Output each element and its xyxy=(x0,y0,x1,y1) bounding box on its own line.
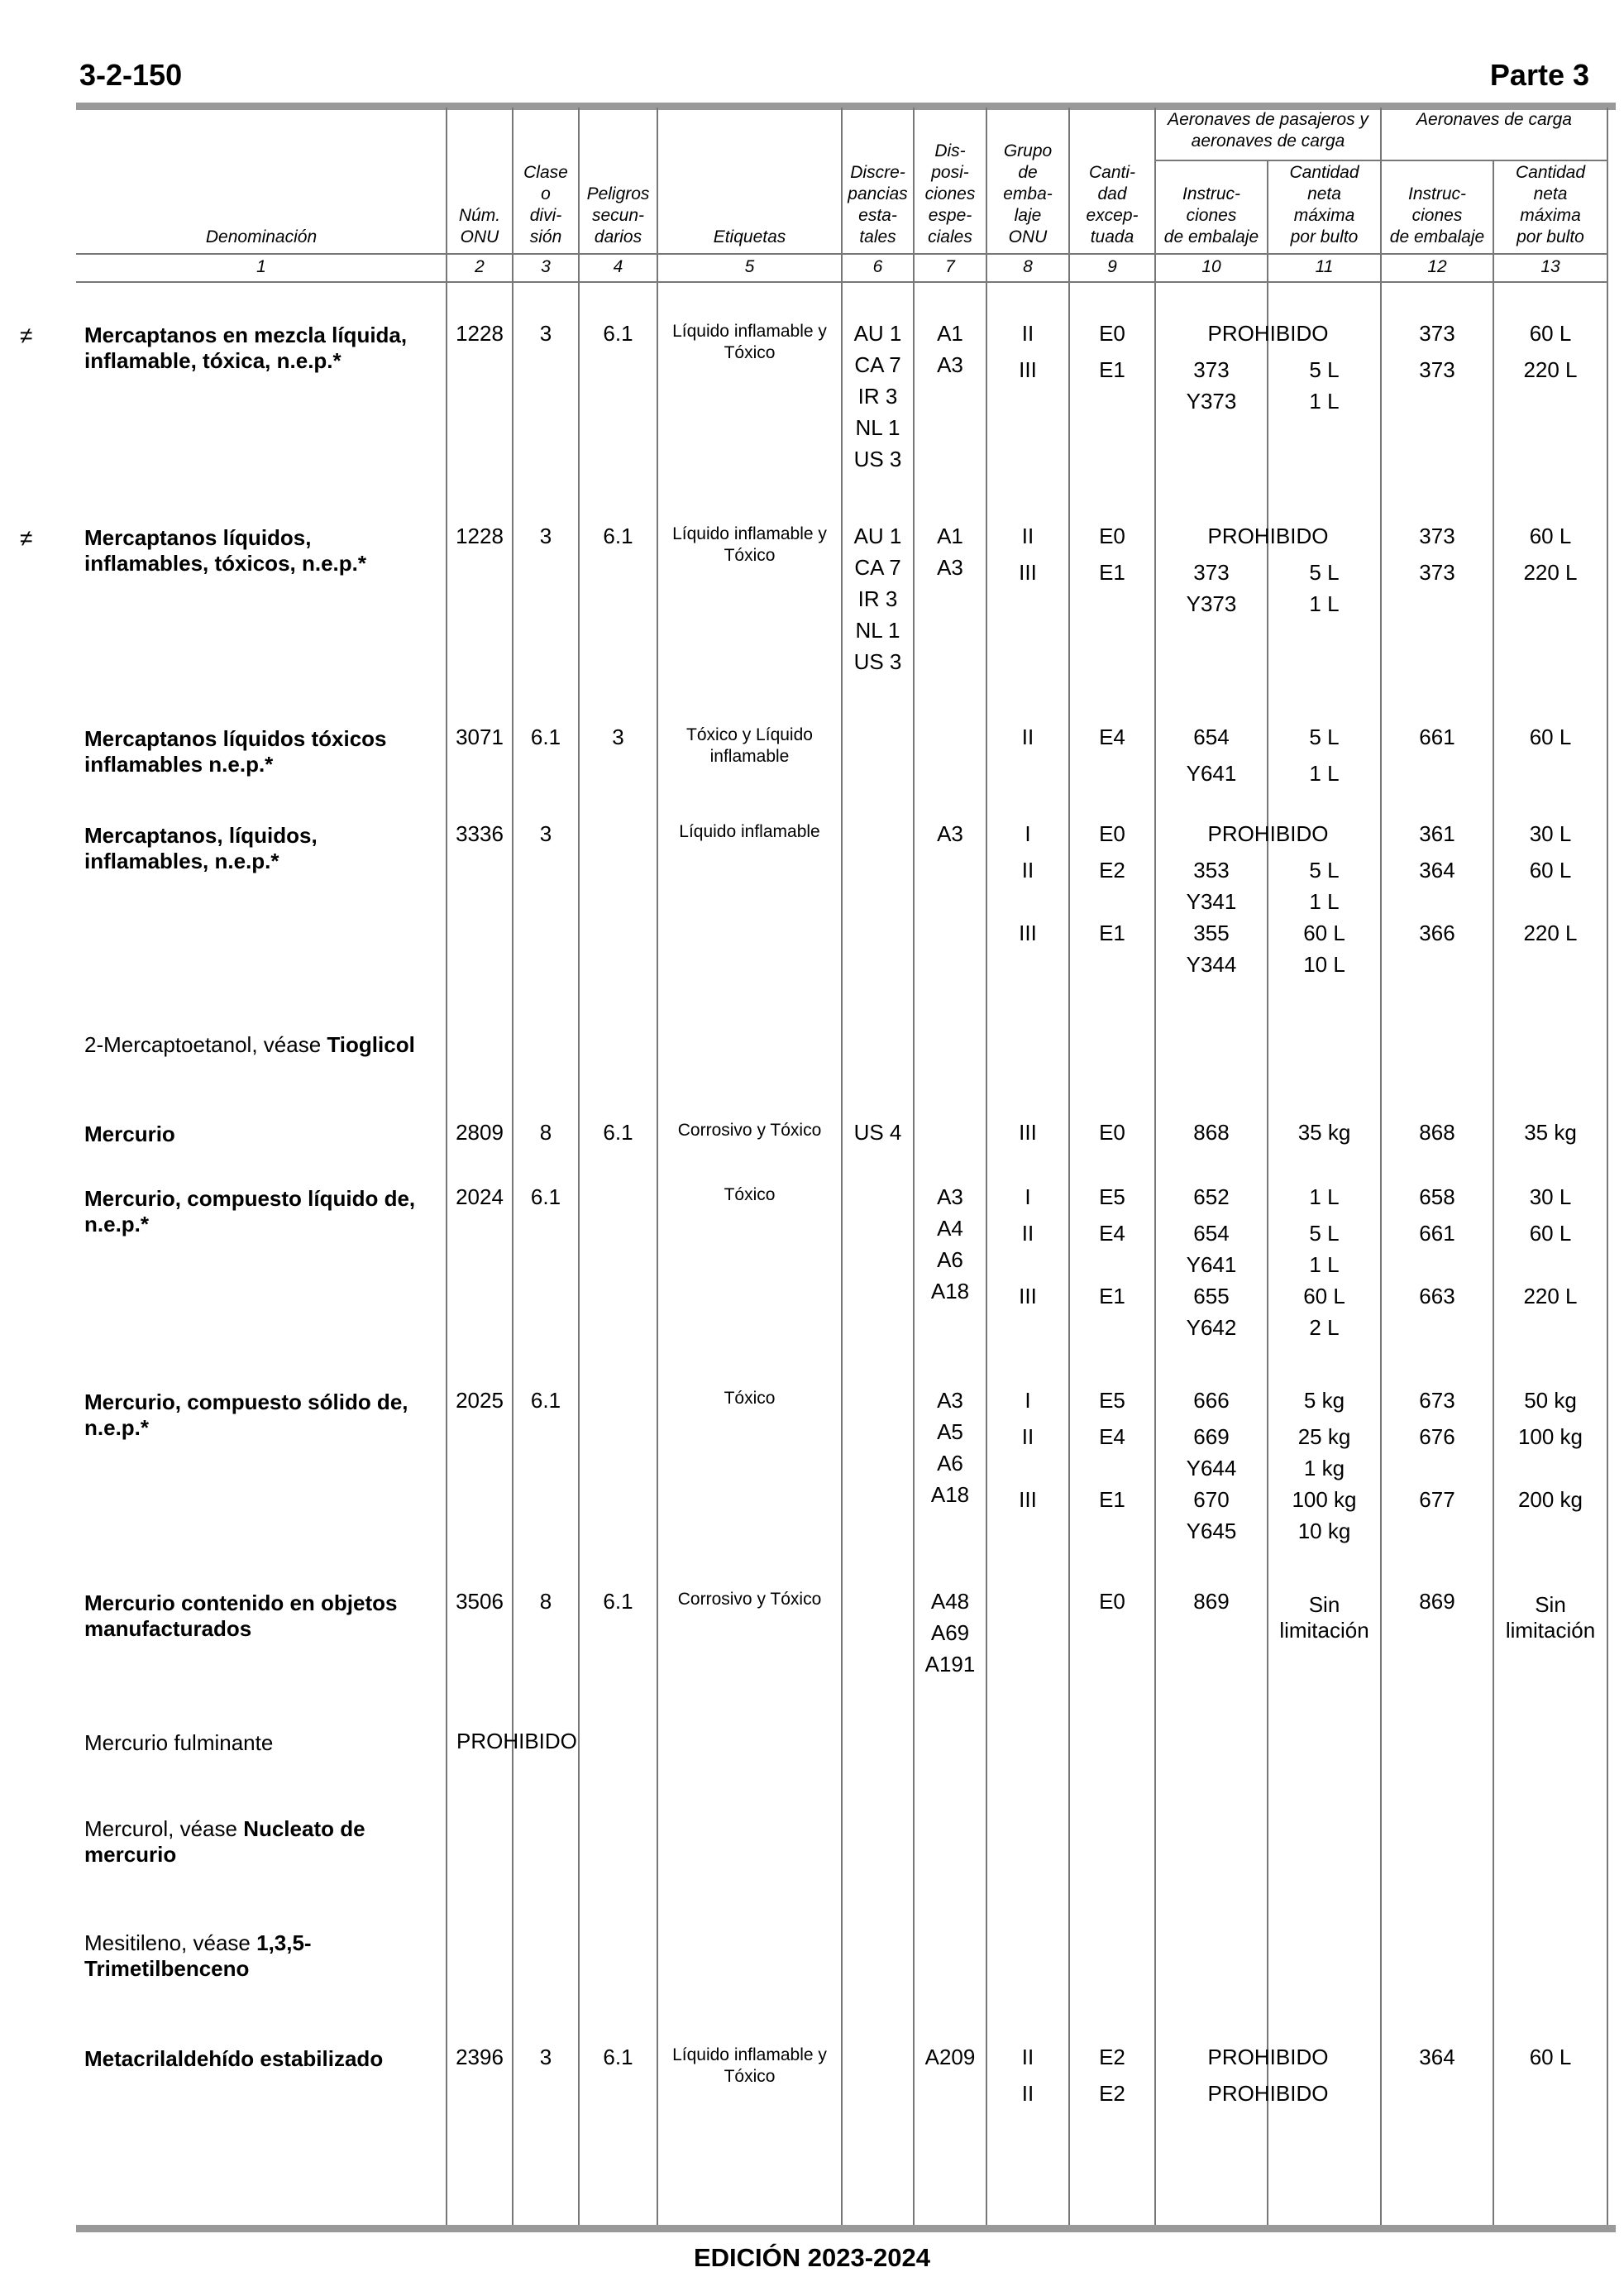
special-provision: A6 xyxy=(937,1451,963,1476)
excepted-quantity: E1 xyxy=(1099,357,1125,382)
forbidden-passenger: PROHIBIDO xyxy=(1207,2045,1329,2069)
hazard-label: Corrosivo y Tóxico xyxy=(677,1590,822,1609)
passenger-max-quantity: 1 L xyxy=(1309,1252,1340,1277)
column-header-line: darios xyxy=(594,227,642,246)
passenger-max-quantity: 5 L xyxy=(1309,1221,1340,1246)
cargo-packing-instruction: 364 xyxy=(1419,858,1455,883)
column-number-12: 12 xyxy=(1427,257,1447,276)
packing-group: II xyxy=(1021,1221,1034,1246)
entry-name: Metacrilaldehído estabilizado xyxy=(84,2046,384,2071)
hazard-label: Líquido inflamable xyxy=(679,822,820,841)
passenger-packing-instruction: Y344 xyxy=(1186,952,1237,977)
special-provision: A18 xyxy=(930,1279,970,1303)
hazard-label: Tóxico xyxy=(724,1389,776,1408)
cargo-max-quantity: 60 L xyxy=(1529,321,1572,346)
cargo-max-quantity: 60 L xyxy=(1529,858,1572,883)
column-header-line: Denominación xyxy=(205,227,318,246)
column-header-line: tuada xyxy=(1090,227,1134,246)
column-header-9 xyxy=(1069,162,1155,248)
bottom-rule xyxy=(76,2225,1616,2232)
cargo-max-quantity: 60 L xyxy=(1529,725,1572,749)
entry-name: Mercaptanos en mezcla líquida, inflamable, tóxica, n.e.p.* xyxy=(84,323,408,373)
column-header-line: Clase xyxy=(523,163,568,182)
passenger-max-quantity: 5 L xyxy=(1309,560,1340,585)
special-provision: A48 xyxy=(930,1589,970,1614)
state-variation: CA 7 xyxy=(854,555,901,580)
special-provision: A3 xyxy=(937,555,963,580)
class-division: 6.1 xyxy=(530,1184,561,1209)
column-header-line: ONU xyxy=(460,227,499,246)
passenger-max-quantity: 1 L xyxy=(1309,389,1340,414)
passenger-max-quantity: 60 L xyxy=(1303,1284,1345,1308)
column-header-line: posi- xyxy=(931,163,969,182)
column-number-5: 5 xyxy=(744,257,755,276)
column-number-11: 11 xyxy=(1315,257,1334,276)
hazard-label: Líquido inflamable y Tóxico xyxy=(672,2045,827,2086)
not-equal-marker: ≠ xyxy=(20,323,33,348)
passenger-packing-instruction: 654 xyxy=(1193,725,1230,749)
forbidden-passenger: PROHIBIDO xyxy=(1207,821,1329,846)
part-title: Parte 3 xyxy=(1489,58,1589,92)
passenger-packing-instruction: 670 xyxy=(1193,1487,1230,1512)
passenger-max-quantity: 1 kg xyxy=(1303,1456,1345,1480)
entry-name: Mercurio, compuesto líquido de, n.e.p.* xyxy=(84,1186,416,1236)
entry-name-text: Mercurol, véase xyxy=(84,1816,244,1841)
entry-name xyxy=(84,1730,440,1756)
special-provision: A3 xyxy=(937,1184,963,1209)
passenger-max-quantity: 5 L xyxy=(1309,725,1340,749)
column-number-10: 10 xyxy=(1201,257,1221,276)
column-number-2: 2 xyxy=(475,257,485,276)
special-provision: A6 xyxy=(937,1247,963,1272)
special-provision: A4 xyxy=(937,1216,963,1241)
entry-name-text: Mercurio fulminante xyxy=(84,1730,274,1755)
column-header-line: Etiquetas xyxy=(713,227,786,246)
excepted-quantity: E0 xyxy=(1099,1120,1125,1145)
excepted-quantity: E0 xyxy=(1099,1589,1125,1614)
column-header-line: laje xyxy=(1014,206,1042,225)
state-variation: AU 1 xyxy=(853,524,902,548)
packing-group: II xyxy=(1021,321,1034,346)
passenger-packing-instruction: 655 xyxy=(1193,1284,1230,1308)
state-variation: CA 7 xyxy=(854,352,901,377)
column-number-1: 1 xyxy=(256,257,266,276)
subsidiary-hazard: 6.1 xyxy=(603,524,633,548)
packing-group: I xyxy=(1025,1388,1031,1413)
passenger-packing-instruction: 652 xyxy=(1193,1184,1230,1209)
column-header-line: tales xyxy=(859,227,896,246)
packing-group: II xyxy=(1021,2045,1034,2069)
passenger-max-quantity: 1 L xyxy=(1309,761,1340,786)
cargo-max-quantity: 220 L xyxy=(1523,1284,1578,1308)
special-provision: A3 xyxy=(937,821,963,846)
passenger-packing-instruction: 669 xyxy=(1193,1424,1230,1449)
passenger-max-quantity: 10 kg xyxy=(1297,1519,1351,1543)
passenger-max-quantity: 25 kg xyxy=(1297,1424,1351,1449)
un-number: 3336 xyxy=(456,821,504,846)
passenger-max-quantity: 5 L xyxy=(1309,357,1340,382)
special-provision: A191 xyxy=(924,1652,976,1677)
cargo-max-quantity: 50 kg xyxy=(1524,1388,1577,1413)
column-header-1 xyxy=(76,227,447,248)
un-number: 2025 xyxy=(456,1388,504,1413)
excepted-quantity: E5 xyxy=(1099,1184,1125,1209)
excepted-quantity: E1 xyxy=(1099,1487,1125,1512)
column-header-line: neta xyxy=(1533,184,1568,203)
column-number-6: 6 xyxy=(872,257,883,276)
entry-name: Mercaptanos líquidos tóxicos inflamables n.e.p.* xyxy=(84,726,387,777)
cargo-packing-instruction: 373 xyxy=(1419,524,1455,548)
cargo-max-quantity: 100 kg xyxy=(1517,1424,1583,1449)
column-header-line: Peligros xyxy=(586,184,650,203)
cargo-packing-instruction: 364 xyxy=(1419,2045,1455,2069)
column-header-line: Canti- xyxy=(1088,163,1136,182)
passenger-packing-instruction: Y373 xyxy=(1186,591,1237,616)
un-number: 2809 xyxy=(456,1120,504,1145)
subsidiary-hazard: 6.1 xyxy=(603,2045,633,2069)
entry-name: Mercurio, compuesto sólido de, n.e.p.* xyxy=(84,1390,408,1440)
column-header-line: Instruc- xyxy=(1407,184,1466,203)
excepted-quantity: E2 xyxy=(1099,2081,1125,2106)
passenger-max-quantity: 1 L xyxy=(1309,1184,1340,1209)
passenger-packing-instruction: Y341 xyxy=(1186,889,1237,914)
excepted-quantity: E0 xyxy=(1099,524,1125,548)
body-column-rule xyxy=(512,281,513,2225)
state-variation: US 3 xyxy=(853,649,902,674)
cargo-packing-instruction: 869 xyxy=(1419,1589,1455,1614)
page-number: 3-2-150 xyxy=(79,58,183,92)
un-number: 3071 xyxy=(456,725,504,749)
cargo-max-quantity: 30 L xyxy=(1529,821,1572,846)
passenger-packing-instruction: 869 xyxy=(1193,1589,1230,1614)
state-variation: NL 1 xyxy=(855,618,900,643)
packing-group: III xyxy=(1019,1120,1037,1145)
excepted-quantity: E4 xyxy=(1099,725,1125,749)
cargo-max-quantity: 60 L xyxy=(1529,1221,1572,1246)
state-variation: NL 1 xyxy=(855,415,900,440)
column-header-line: o xyxy=(541,184,551,203)
passenger-packing-instruction: 373 xyxy=(1193,560,1230,585)
column-header-line: por bulto xyxy=(1517,227,1584,246)
cargo-packing-instruction: 661 xyxy=(1419,1221,1455,1246)
excepted-quantity: E5 xyxy=(1099,1388,1125,1413)
cargo-max-quantity: 220 L xyxy=(1523,921,1578,945)
packing-group: III xyxy=(1019,560,1037,585)
column-header-7 xyxy=(914,141,986,248)
subsidiary-hazard: 6.1 xyxy=(603,1589,633,1614)
special-provision: A3 xyxy=(937,1388,963,1413)
class-division: 8 xyxy=(539,1120,552,1145)
cargo-packing-instruction: 673 xyxy=(1419,1388,1455,1413)
hazard-label: Líquido inflamable y Tóxico xyxy=(672,524,827,565)
state-variation: AU 1 xyxy=(853,321,902,346)
column-header-line: ONU xyxy=(1008,227,1048,246)
forbidden-passenger: PROHIBIDO xyxy=(1207,321,1329,346)
cross-reference: Nucleato de mercurio xyxy=(84,1816,365,1867)
state-variation: US 4 xyxy=(853,1120,902,1145)
passenger-max-quantity: 5 kg xyxy=(1303,1388,1345,1413)
edition-footer: EDICIÓN 2023-2024 xyxy=(693,2243,931,2272)
column-number-4: 4 xyxy=(613,257,623,276)
column-header-line: de xyxy=(1018,163,1038,182)
state-variation: IR 3 xyxy=(857,384,898,409)
class-division: 3 xyxy=(539,821,552,846)
column-header-line: espe- xyxy=(928,206,972,225)
cargo-packing-instruction: 661 xyxy=(1419,725,1455,749)
column-header-line: ciales xyxy=(928,227,972,246)
column-header-2 xyxy=(447,205,513,248)
column-header-line: pancias xyxy=(848,184,908,203)
passenger-packing-instruction: 373 xyxy=(1193,357,1230,382)
column-header-11 xyxy=(1268,162,1381,248)
excepted-quantity: E0 xyxy=(1099,321,1125,346)
column-header-3 xyxy=(513,162,579,248)
column-header-12 xyxy=(1381,184,1493,248)
column-number-3: 3 xyxy=(541,257,551,276)
passenger-max-quantity: Sin limitación xyxy=(1279,1592,1369,1643)
packing-group: III xyxy=(1019,921,1037,945)
hazard-label: Corrosivo y Tóxico xyxy=(677,1121,822,1140)
un-number: 3506 xyxy=(456,1589,504,1614)
column-header-line: Cantidad xyxy=(1289,163,1359,182)
cargo-packing-instruction: 663 xyxy=(1419,1284,1455,1308)
packing-group: II xyxy=(1021,725,1034,749)
passenger-max-quantity: 2 L xyxy=(1309,1315,1340,1340)
cargo-packing-instruction: 373 xyxy=(1419,560,1455,585)
forbidden-passenger: PROHIBIDO xyxy=(1207,2081,1329,2106)
column-header-8 xyxy=(986,141,1069,248)
entry-name-text: Mesitileno, véase xyxy=(84,1930,257,1955)
passenger-packing-instruction: Y644 xyxy=(1186,1456,1237,1480)
excepted-quantity: E4 xyxy=(1099,1424,1125,1449)
passenger-packing-instruction: 868 xyxy=(1193,1120,1230,1145)
special-provision: A69 xyxy=(930,1620,970,1645)
class-division: 3 xyxy=(539,524,552,548)
body-column-rule xyxy=(446,281,447,2225)
passenger-max-quantity: 5 L xyxy=(1309,858,1340,883)
cargo-group-header: Aeronaves de carga xyxy=(1416,110,1572,129)
excepted-quantity: E1 xyxy=(1099,1284,1125,1308)
column-header-line: máxima xyxy=(1520,206,1581,225)
column-header-6 xyxy=(842,162,914,248)
not-equal-marker: ≠ xyxy=(20,525,33,551)
subsidiary-hazard: 3 xyxy=(612,725,624,749)
passenger-max-quantity: 60 L xyxy=(1303,921,1345,945)
column-header-line: neta xyxy=(1307,184,1341,203)
column-header-4 xyxy=(579,184,657,248)
passenger-max-quantity: 1 L xyxy=(1309,889,1340,914)
passenger-group-header: Aeronaves de pasajeros y aeronaves de carga xyxy=(1168,110,1368,151)
passenger-packing-instruction: 654 xyxy=(1193,1221,1230,1246)
passenger-packing-instruction: Y641 xyxy=(1186,761,1237,786)
column-number-7: 7 xyxy=(945,257,955,276)
passenger-max-quantity: 1 L xyxy=(1309,591,1340,616)
cargo-packing-instruction: 676 xyxy=(1419,1424,1455,1449)
special-provision: A5 xyxy=(937,1419,963,1444)
special-provision: A1 xyxy=(937,321,963,346)
column-header-line: de embalaje xyxy=(1163,227,1259,246)
column-header-line: ciones xyxy=(924,184,976,203)
class-division: 6.1 xyxy=(530,1388,561,1413)
entry-name xyxy=(84,1816,440,1868)
class-division: 8 xyxy=(539,1589,552,1614)
packing-group: II xyxy=(1021,524,1034,548)
class-division: 3 xyxy=(539,321,552,346)
cargo-max-quantity: Sin limitación xyxy=(1505,1592,1596,1643)
cargo-max-quantity: 200 kg xyxy=(1517,1487,1583,1512)
body-column-rule xyxy=(657,281,658,2225)
forbidden-passenger: PROHIBIDO xyxy=(1207,524,1329,548)
column-header-line: dad xyxy=(1097,184,1127,203)
packing-group: I xyxy=(1025,1184,1031,1209)
column-header-10 xyxy=(1155,184,1268,248)
column-header-line: Grupo xyxy=(1003,141,1053,160)
column-header-line: divi- xyxy=(529,206,562,225)
packing-group: III xyxy=(1019,1284,1037,1308)
special-provision: A209 xyxy=(924,2045,976,2069)
state-variation: IR 3 xyxy=(857,586,898,611)
prohibited-text: PROHIBIDO xyxy=(456,1729,577,1753)
cross-reference: 1,3,5-Trimetilbenceno xyxy=(84,1930,312,1981)
excepted-quantity: E2 xyxy=(1099,858,1125,883)
column-header-line: Cantidad xyxy=(1515,163,1586,182)
hazard-label: Tóxico y Líquido inflamable xyxy=(686,725,813,766)
column-header-line: esta- xyxy=(858,206,897,225)
cargo-packing-instruction: 868 xyxy=(1419,1120,1455,1145)
un-number: 2396 xyxy=(456,2045,504,2069)
column-header-line: ciones xyxy=(1186,206,1237,225)
subsidiary-hazard: 6.1 xyxy=(603,1120,633,1145)
column-header-13 xyxy=(1493,162,1607,248)
entry-name xyxy=(84,1930,440,1982)
passenger-packing-instruction: Y642 xyxy=(1186,1315,1237,1340)
cargo-packing-instruction: 373 xyxy=(1419,357,1455,382)
excepted-quantity: E2 xyxy=(1099,2045,1125,2069)
cargo-packing-instruction: 677 xyxy=(1419,1487,1455,1512)
column-header-line: Núm. xyxy=(458,206,501,225)
packing-group: III xyxy=(1019,1487,1037,1512)
special-provision: A1 xyxy=(937,524,963,548)
un-number: 1228 xyxy=(456,524,504,548)
excepted-quantity: E4 xyxy=(1099,1221,1125,1246)
cargo-max-quantity: 35 kg xyxy=(1524,1120,1577,1145)
passenger-packing-instruction: Y373 xyxy=(1186,389,1237,414)
passenger-packing-instruction: 353 xyxy=(1193,858,1230,883)
column-header-line: Discre- xyxy=(850,163,905,182)
un-number: 1228 xyxy=(456,321,504,346)
column-number-9: 9 xyxy=(1107,257,1117,276)
cargo-packing-instruction: 361 xyxy=(1419,821,1455,846)
entry-name: Mercurio xyxy=(84,1122,175,1146)
excepted-quantity: E1 xyxy=(1099,921,1125,945)
entry-name: Mercurio contenido en objetos manufacturados xyxy=(84,1590,398,1641)
passenger-packing-instruction: Y645 xyxy=(1186,1519,1237,1543)
entry-name xyxy=(84,1032,440,1058)
cargo-packing-instruction: 658 xyxy=(1419,1184,1455,1209)
column-header-line: ciones xyxy=(1411,206,1463,225)
column-header-line: excep- xyxy=(1086,206,1139,225)
passenger-max-quantity: 10 L xyxy=(1303,952,1345,977)
column-header-line: por bulto xyxy=(1290,227,1359,246)
cargo-max-quantity: 30 L xyxy=(1529,1184,1572,1209)
column-header-line: Instruc- xyxy=(1182,184,1240,203)
column-header-line: de embalaje xyxy=(1389,227,1485,246)
passenger-max-quantity: 35 kg xyxy=(1297,1120,1351,1145)
column-header-line: secun- xyxy=(591,206,645,225)
passenger-packing-instruction: 666 xyxy=(1193,1388,1230,1413)
cargo-max-quantity: 60 L xyxy=(1529,524,1572,548)
passenger-packing-instruction: 355 xyxy=(1193,921,1230,945)
column-header-line: emba- xyxy=(1003,184,1053,203)
excepted-quantity: E0 xyxy=(1099,821,1125,846)
entry-name-text: 2-Mercaptoetanol, véase xyxy=(84,1032,327,1057)
un-number: 2024 xyxy=(456,1184,504,1209)
class-division: 3 xyxy=(539,2045,552,2069)
hazard-label: Tóxico xyxy=(724,1185,776,1204)
cargo-max-quantity: 220 L xyxy=(1523,357,1578,382)
special-provision: A3 xyxy=(937,352,963,377)
cargo-max-quantity: 60 L xyxy=(1529,2045,1572,2069)
entry-name: Mercaptanos líquidos, inflamables, tóxicos, n.e.p.* xyxy=(84,525,366,576)
packing-group: II xyxy=(1021,2081,1034,2106)
excepted-quantity: E1 xyxy=(1099,560,1125,585)
entry-name: Mercaptanos, líquidos, inflamables, n.e.p.* xyxy=(84,823,318,873)
column-header-line: máxima xyxy=(1293,206,1355,225)
column-header-line: sión xyxy=(529,227,562,246)
packing-group: III xyxy=(1019,357,1037,382)
packing-group: II xyxy=(1021,1424,1034,1449)
passenger-max-quantity: 100 kg xyxy=(1292,1487,1357,1512)
column-number-13: 13 xyxy=(1540,257,1560,276)
state-variation: US 3 xyxy=(853,447,902,471)
passenger-packing-instruction: Y641 xyxy=(1186,1252,1237,1277)
body-column-rule xyxy=(578,281,580,2225)
subsidiary-hazard: 6.1 xyxy=(603,321,633,346)
cargo-packing-instruction: 373 xyxy=(1419,321,1455,346)
cross-reference: Tioglicol xyxy=(327,1032,415,1057)
cargo-max-quantity: 220 L xyxy=(1523,560,1578,585)
column-header-5 xyxy=(657,227,842,248)
packing-group: II xyxy=(1021,858,1034,883)
packing-group: I xyxy=(1025,821,1031,846)
column-header-line: Dis- xyxy=(934,141,966,160)
class-division: 6.1 xyxy=(530,725,561,749)
cargo-packing-instruction: 366 xyxy=(1419,921,1455,945)
hazard-label: Líquido inflamable y Tóxico xyxy=(672,322,827,362)
column-number-8: 8 xyxy=(1023,257,1033,276)
special-provision: A18 xyxy=(930,1482,970,1507)
